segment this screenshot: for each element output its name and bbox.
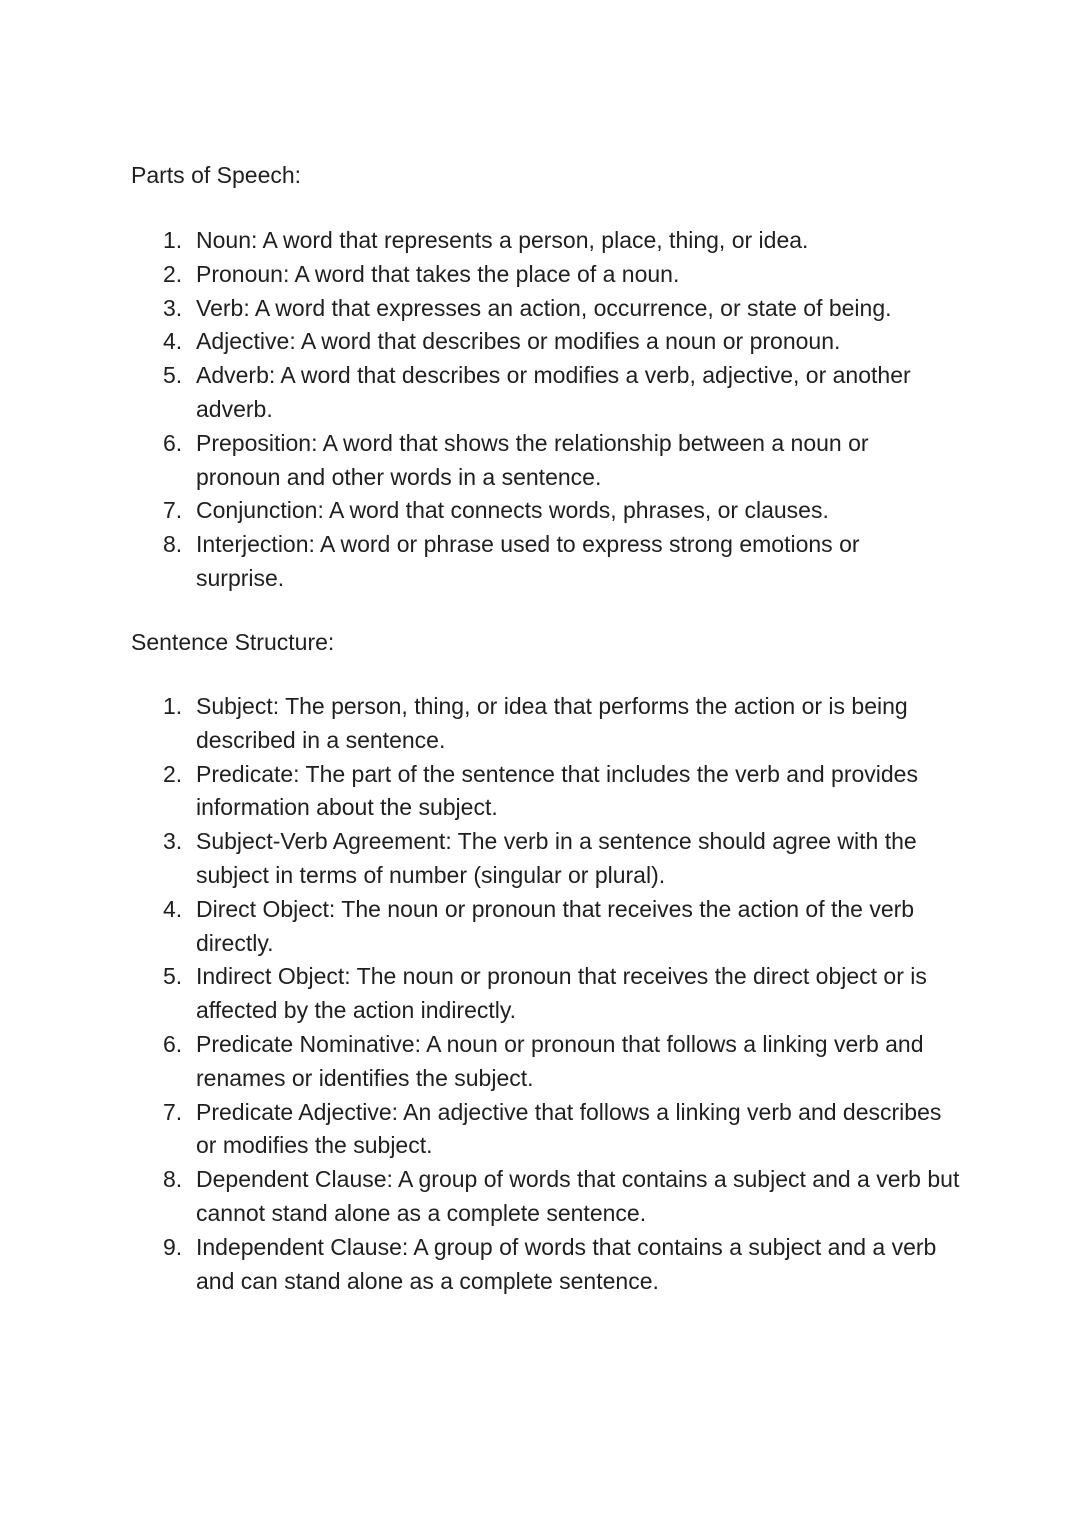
list-number: 2. [163,260,183,287]
list-item-text: Adjective: A word that describes or modifies a noun or pronoun. [196,328,841,355]
list-number: 6. [163,429,183,456]
list-item [163,427,953,495]
list-item [163,960,963,1028]
list-item-text: Subject-Verb Agreement: The verb in a sentence should agree with the subject in terms of number (singular or plural). [196,828,917,888]
list-number: 7. [163,1098,183,1125]
list-number: 1. [163,227,183,253]
list-item [163,359,953,427]
list-item-text: Subject: The person, thing, or idea that performs the action or is being described in a sentence. [196,693,908,753]
section-heading-sentence-structure: Sentence Structure: [131,629,335,655]
list-number: 8. [163,1166,183,1193]
list-number: 7. [163,497,183,524]
list-number: 3. [163,294,183,321]
parts-of-speech-list [163,224,953,596]
list-item-text: Indirect Object: The noun or pronoun that receives the direct object or is affected by the action indirectly. [196,963,927,1024]
list-number: 4. [163,328,183,355]
list-number: 6. [163,1030,183,1057]
list-item [163,494,953,528]
list-item-text: Adverb: A word that describes or modifies a verb, adjective, or another adverb. [196,362,911,422]
list-item-text: Interjection: A word or phrase used to express strong emotions or surprise. [196,531,860,591]
list-item [163,758,963,826]
list-item [163,1028,963,1096]
list-number: 3. [163,828,183,855]
list-number: 9. [163,1233,183,1260]
list-item-text: Pronoun: A word that takes the place of a noun. [196,260,680,287]
list-item-text: Independent Clause: A group of words that contains a subject and a verb and can stand alone as a complete sentence. [196,1233,937,1294]
list-number: 5. [163,362,183,389]
list-item-text: Predicate: The part of the sentence that includes the verb and provides information about the subject. [196,760,918,821]
list-item [163,1163,963,1231]
list-item [163,690,963,758]
list-item [163,1231,963,1299]
list-item [163,825,963,893]
list-item-text: Verb: A word that expresses an action, occurrence, or state of being. [196,294,892,321]
list-item [163,292,953,326]
list-item [163,1096,963,1164]
list-number: 4. [163,895,183,922]
list-item [163,893,963,961]
list-item-text: Predicate Adjective: An adjective that follows a linking verb and describes or modifies the subject. [196,1098,942,1159]
list-number: 1. [163,693,183,719]
list-number: 2. [163,760,183,787]
list-item [163,325,953,359]
list-number: 5. [163,963,183,990]
list-item [163,224,953,258]
list-item [163,258,953,292]
list-item-text: Noun: A word that represents a person, place, thing, or idea. [196,227,809,253]
sentence-structure-list [163,690,963,1298]
list-number: 8. [163,531,183,558]
list-item-text: Predicate Nominative: A noun or pronoun that follows a linking verb and renames or identifies the subject. [196,1030,924,1091]
list-item-text: Conjunction: A word that connects words, phrases, or clauses. [196,497,829,524]
list-item-text: Preposition: A word that shows the relationship between a noun or pronoun and other words in a sentence. [196,429,869,490]
section-heading-parts-of-speech: Parts of Speech: [131,162,302,188]
list-item-text: Direct Object: The noun or pronoun that receives the action of the verb directly. [196,895,915,956]
list-item-text: Dependent Clause: A group of words that contains a subject and a verb but cannot stand alone as a complete sentence. [196,1166,960,1226]
list-item [163,528,953,596]
